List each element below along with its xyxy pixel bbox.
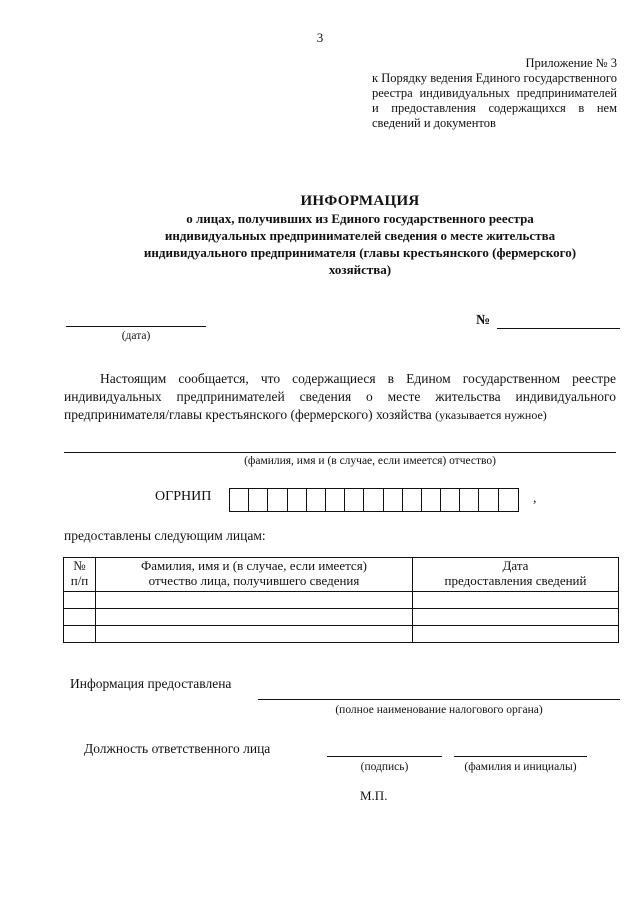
ogrnip-cell[interactable]	[441, 489, 460, 511]
date-caption: (дата)	[121, 330, 151, 342]
ogrnip-cell[interactable]	[268, 489, 287, 511]
ogrnip-cell[interactable]	[364, 489, 383, 511]
header-name-line-1: Фамилия, имя и (в случае, если имеется)	[140, 558, 368, 573]
ogrnip-label: ОГРНИП	[155, 489, 212, 504]
responsible-label: Должность ответственного лица	[84, 741, 271, 756]
ogrnip-cell[interactable]	[326, 489, 345, 511]
header-date-line-2: предоставления сведений	[444, 573, 587, 588]
table-body	[64, 592, 619, 643]
header-name-line-2: отчество лица, получившего сведения	[148, 573, 360, 588]
cell-number[interactable]	[64, 626, 96, 643]
heading-line-4: хозяйства)	[328, 262, 392, 277]
ogrnip-comma: ,	[533, 491, 537, 506]
cell-date[interactable]	[413, 592, 619, 609]
name-initials-field-line[interactable]	[454, 756, 587, 757]
notice-main-text: Настоящим сообщается, что содержащиеся в Едином государственном реестре индивидуальных предпринимателей сведения о месте жительства индивидуального предпринимателя/главы крестьянского (фермерского) хозяйства	[64, 371, 616, 422]
notice-note-text: (указывается нужное)	[435, 408, 547, 422]
ogrnip-cells[interactable]	[229, 488, 519, 512]
provided-text: предоставлены следующим лицам:	[64, 528, 266, 543]
ogrnip-cell[interactable]	[479, 489, 498, 511]
table-row	[64, 592, 619, 609]
signature-field-line[interactable]	[327, 756, 442, 757]
header-number	[64, 558, 96, 592]
page-number: 3	[316, 30, 324, 45]
appendix-block	[372, 56, 617, 131]
header-number-line-2: п/п	[70, 573, 89, 588]
cell-name[interactable]	[96, 592, 413, 609]
name-initials-caption: (фамилия и инициалы)	[464, 761, 577, 773]
header-date	[413, 558, 619, 592]
heading-line-2: индивидуальных предпринимателей сведения о месте жительства	[164, 228, 556, 243]
ogrnip-cell[interactable]	[499, 489, 518, 511]
number-field-line[interactable]	[497, 328, 620, 329]
info-provided-label: Информация предоставлена	[70, 676, 232, 691]
cell-date[interactable]	[413, 609, 619, 626]
recipients-table	[63, 557, 619, 643]
tax-authority-field-line[interactable]	[258, 699, 620, 700]
cell-name[interactable]	[96, 609, 413, 626]
cell-number[interactable]	[64, 609, 96, 626]
tax-authority-caption: (полное наименование налогового органа)	[335, 704, 543, 716]
signature-caption: (подпись)	[360, 761, 409, 773]
document-heading	[60, 192, 640, 278]
header-number-line-1: №	[73, 558, 86, 573]
table-header-row	[64, 558, 619, 592]
appendix-title: Приложение № 3	[525, 56, 617, 70]
table-row	[64, 626, 619, 643]
header-name	[96, 558, 413, 592]
heading-line-3: индивидуального предпринимателя (главы крестьянского (фермерского)	[143, 245, 577, 260]
cell-date[interactable]	[413, 626, 619, 643]
ogrnip-cell[interactable]	[403, 489, 422, 511]
ogrnip-cell[interactable]	[345, 489, 364, 511]
fio-field-line[interactable]	[64, 452, 616, 453]
ogrnip-cell[interactable]	[460, 489, 479, 511]
ogrnip-cell[interactable]	[249, 489, 268, 511]
notice-paragraph	[64, 370, 616, 424]
fio-caption: (фамилия, имя и (в случае, если имеется) отчество)	[244, 455, 496, 467]
heading-title: ИНФОРМАЦИЯ	[300, 193, 420, 209]
stamp-place: М.П.	[360, 788, 388, 803]
date-field-line[interactable]	[66, 326, 206, 327]
heading-line-1: о лицах, получивших из Единого государственного реестра	[186, 211, 534, 226]
ogrnip-cell[interactable]	[288, 489, 307, 511]
cell-number[interactable]	[64, 592, 96, 609]
ogrnip-cell[interactable]	[384, 489, 403, 511]
number-label: №	[476, 313, 491, 328]
ogrnip-cell[interactable]	[422, 489, 441, 511]
header-date-line-1: Дата	[502, 558, 529, 573]
ogrnip-cell[interactable]	[307, 489, 326, 511]
ogrnip-cell[interactable]	[230, 489, 249, 511]
table-row	[64, 609, 619, 626]
cell-name[interactable]	[96, 626, 413, 643]
appendix-body: к Порядку ведения Единого государственного реестра индивидуальных предпринимателей и предоставления содержащихся в нем сведений и документов	[372, 71, 617, 130]
